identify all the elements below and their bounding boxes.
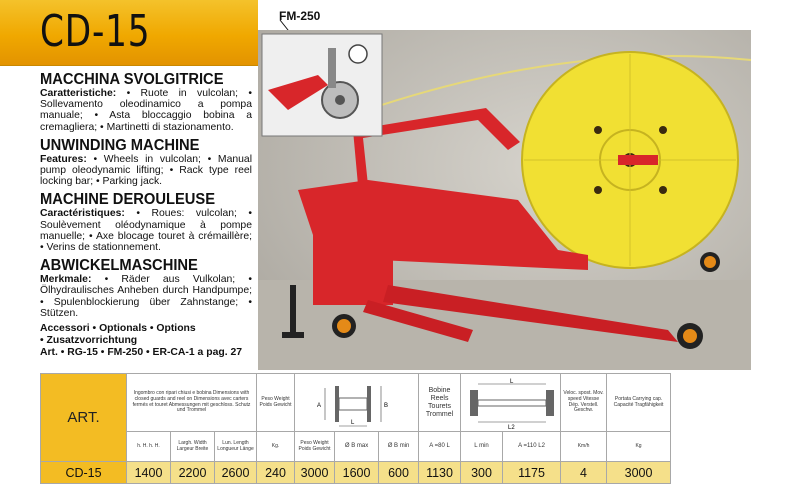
sub-a80: A =80 L (419, 432, 461, 462)
sub-kg: Kg. (257, 432, 295, 462)
sub-lmin: L min (461, 432, 503, 462)
features-text-fr: • Roues: vulcolan; • Soulèvement oléodynamique à pompe manuelle; • Axe blocage touret à crémaillère; • Verins de stationnement. (40, 208, 252, 254)
features-text-it: • Ruote in vulcolan; • Sollevamento oleodinamico a pompa manuale; • Asta bloccaggio bobina a cremagliera; • Martinetti di stazionamento. (40, 88, 252, 133)
value-bmax: 1600 (335, 462, 379, 484)
section-body-it (40, 88, 252, 133)
section-body-fr (40, 208, 252, 253)
features-label-de: Merkmale: (40, 274, 92, 286)
reel-dimension-drawing (297, 376, 417, 430)
inset-label: FM-250 (279, 9, 321, 23)
dimensions-header: Ingombro con ripari chiusi e bobina Dimensions with closed guards and reel on Dimensions avec carters fermés et touret Abmessungen mit geschloss. Schutz und Trommel (127, 374, 257, 432)
features-label-en: Features: (40, 153, 87, 165)
art-header: ART. (41, 374, 127, 462)
dim-label-b: B (383, 402, 388, 409)
section-title-it: MACCHINA SVOLGITRICE (40, 71, 224, 88)
value-reel-weight: 3000 (295, 462, 335, 484)
features-text-de: • Räder aus Vulkolan; • Ölhydraulisches Anheben durch Handpumpe; • Spulenblockierung über Zahnstange; • Stützen. (40, 274, 252, 319)
value-width: 2200 (171, 462, 215, 484)
title-banner (0, 0, 258, 66)
value-capacity: 3000 (607, 462, 671, 484)
sub-width: Largh. Width Largeur Breite (171, 432, 215, 462)
value-length: 2600 (215, 462, 257, 484)
shaft-drawing-cell (461, 374, 561, 432)
accessories-line-2: • Zusatzvorrichtung (40, 334, 138, 346)
reel-drawing-cell (295, 374, 419, 432)
value-bmin: 600 (379, 462, 419, 484)
value-height: 1400 (127, 462, 171, 484)
dim-label-a: A (316, 402, 321, 409)
value-weight: 240 (257, 462, 295, 484)
dim-label-l2: L2 (508, 424, 515, 430)
sub-bmax: Ø B max (335, 432, 379, 462)
value-speed: 4 (561, 462, 607, 484)
section-title-de: ABWICKELMASCHINE (40, 257, 198, 275)
section-body-en (40, 154, 252, 188)
dim-label-l: L (350, 419, 354, 426)
sub-length: Lun. Length Longueur Länge (215, 432, 257, 462)
sub-a110: A =110 L2 (503, 432, 561, 462)
sub-reel-weight: Peso Weight Poids Gewicht (295, 432, 335, 462)
value-lmin: 300 (461, 462, 503, 484)
section-title-en: UNWINDING MACHINE (40, 136, 200, 154)
dim-label-l-top: L (510, 378, 514, 385)
sub-kg2: Kg (607, 432, 671, 462)
section-title-fr: MACHINE DEROULEUSE (40, 191, 216, 209)
value-a110: 1175 (503, 462, 561, 484)
specifications-table (40, 373, 671, 484)
value-a80: 1130 (419, 462, 461, 484)
sub-kmh: Km/h (561, 432, 607, 462)
shaft-dimension-drawing (462, 376, 561, 430)
reels-header: Bobine Reels Tourets Trommel (419, 374, 461, 432)
speed-header: Veloc. spost. Mov. speed Vitesse Dép. Verstell. Geschw. (561, 374, 607, 432)
table-row (41, 462, 671, 484)
sub-bmin: Ø B min (379, 432, 419, 462)
features-label-it: Caratteristiche: (40, 88, 117, 99)
weight-header: Peso Weight Poids Gewicht (257, 374, 295, 432)
features-label-fr: Caractéristiques: (40, 208, 125, 220)
product-photo (258, 30, 751, 370)
features-text-en: • Wheels in vulcolan; • Manual pump oleodynamic lifting; • Rack type reel locking bar; • Parking jack. (40, 153, 252, 188)
section-body-de (40, 274, 252, 319)
accessories-line-1: Accessori • Optionals • Options (40, 323, 196, 335)
machine-illustration (258, 30, 751, 370)
description-column (40, 70, 252, 358)
capacity-header: Portata Carrying cap. Capacité Tragfähigkeit (607, 374, 671, 432)
sub-height: h. H. h. H. (127, 432, 171, 462)
value-art: CD-15 (41, 462, 127, 484)
accessories-line-3: Art. • RG-15 • FM-250 • ER-CA-1 a pag. 27 (40, 346, 243, 358)
product-title: CD-15 (40, 6, 151, 57)
